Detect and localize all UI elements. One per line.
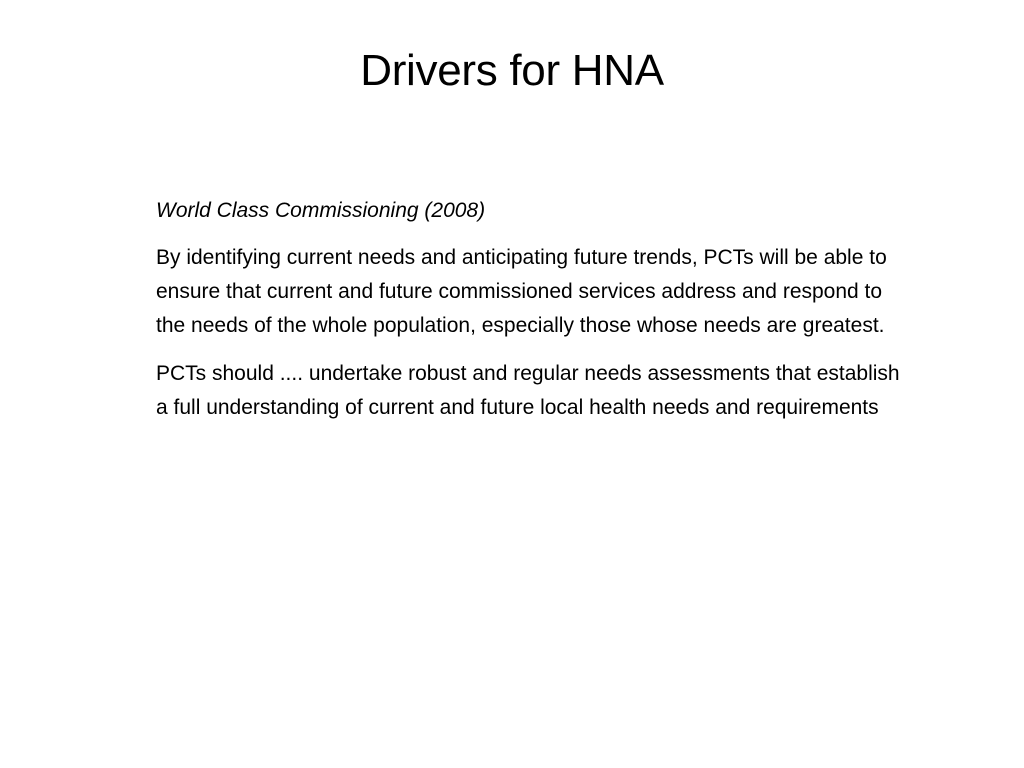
slide-title: Drivers for HNA bbox=[360, 46, 664, 95]
body-paragraph: PCTs should .... undertake robust and regular needs assessments that establish a full understanding of current and future local health needs and requirements bbox=[156, 362, 900, 419]
body-paragraph: By identifying current needs and anticipating future trends, PCTs will be able to ensure that current and future commissioned services address and respond to the needs of the whole population, especially those whose needs are greatest. bbox=[156, 246, 887, 337]
slide-body bbox=[156, 195, 916, 439]
source-citation: World Class Commissioning (2008) bbox=[156, 199, 486, 222]
